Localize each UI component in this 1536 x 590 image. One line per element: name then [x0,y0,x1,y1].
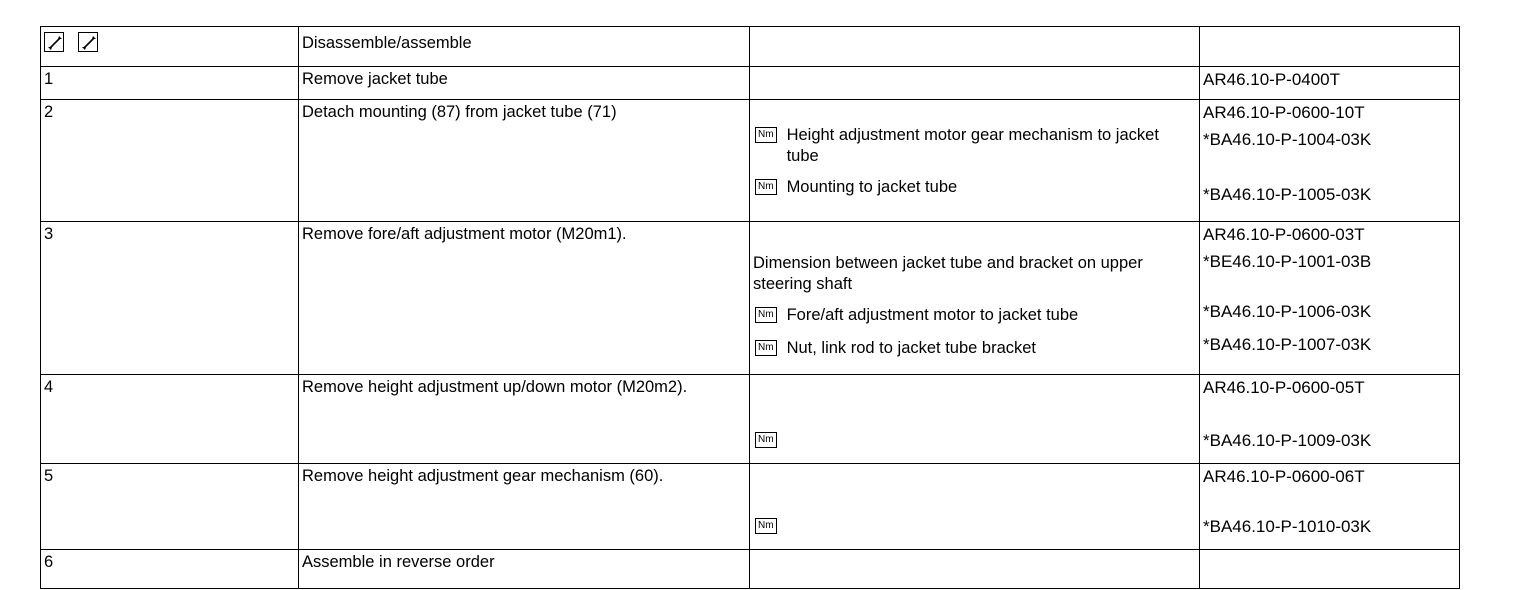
torque-spec [753,305,1196,338]
torque-icon: Nm [755,432,777,448]
dimension-text: Dimension between jacket tube and bracket on upper steering shaft [753,254,1143,293]
torque-spec [753,125,1196,177]
spec-cell [750,375,1200,464]
ref-code[interactable]: *BA46.10-P-1007-03K [1203,335,1372,354]
spec-text: Height adjustment motor gear mechanism to jacket tube [786,126,1159,165]
table-row [41,100,1460,222]
spec-cell [750,222,1200,375]
step-number: 5 [41,464,299,550]
step-action: Remove jacket tube [299,67,750,100]
torque-icon: Nm [755,179,777,195]
header-title: Disassemble/assemble [299,27,750,67]
step-number: 4 [41,375,299,464]
table-row [41,464,1460,550]
ref-code[interactable]: AR46.10-P-0400T [1203,70,1341,89]
ref-code[interactable]: *BA46.10-P-1010-03K [1203,517,1372,536]
step-action: Remove height adjustment up/down motor (M20m2). [299,375,750,464]
step-number: 2 [41,100,299,222]
spec-cell [750,464,1200,550]
procedure-table [40,26,1460,589]
tool-icon [78,32,98,52]
spec-text: Mounting to jacket tube [786,178,958,196]
ref-code[interactable]: AR46.10-P-0600-05T [1203,378,1365,397]
ref-code[interactable]: AR46.10-P-0600-03T [1203,225,1365,244]
step-action: Remove height adjustment gear mechanism (60). [299,464,750,550]
table-row [41,550,1460,589]
torque-spec [753,177,1196,198]
step-number: 1 [41,67,299,100]
torque-icon: Nm [755,340,777,356]
spec-cell [750,100,1200,222]
torque-spec [753,338,1196,359]
spec-text: Nut, link rod to jacket tube bracket [786,339,1037,357]
ref-code[interactable]: AR46.10-P-0600-10T [1203,103,1365,122]
step-action: Assemble in reverse order [299,550,750,589]
ref-code[interactable]: *BA46.10-P-1005-03K [1203,185,1372,204]
ref-code[interactable]: *BA46.10-P-1009-03K [1203,431,1372,450]
torque-icon: Nm [755,518,777,534]
step-number: 3 [41,222,299,375]
ref-code[interactable]: *BE46.10-P-1001-03B [1203,252,1372,271]
step-action: Detach mounting (87) from jacket tube (71) [299,100,750,222]
step-action: Remove fore/aft adjustment motor (M20m1). [299,222,750,375]
table-row [41,67,1460,100]
table-row [41,222,1460,375]
table-row [41,375,1460,464]
torque-icon: Nm [755,307,777,323]
header-icons-cell [41,27,299,67]
header-row [41,27,1460,67]
torque-icon: Nm [755,127,777,143]
ref-code[interactable]: *BA46.10-P-1006-03K [1203,302,1372,321]
step-number: 6 [41,550,299,589]
spec-text: Fore/aft adjustment motor to jacket tube [786,306,1079,324]
tool-icon [44,32,64,52]
ref-code[interactable]: AR46.10-P-0600-06T [1203,467,1365,486]
ref-code[interactable]: *BA46.10-P-1004-03K [1203,130,1372,149]
